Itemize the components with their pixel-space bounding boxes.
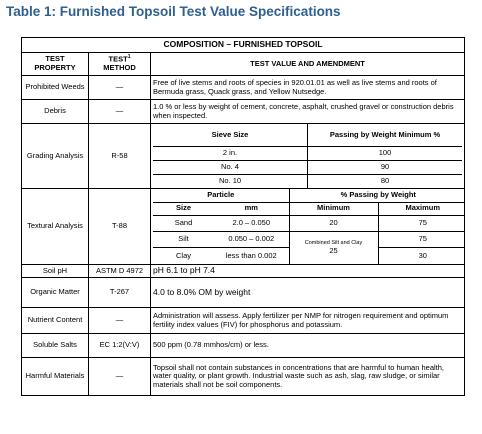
grading-property: Grading Analysis [22,124,89,189]
nutrient-method: — [89,308,151,334]
harmful-property: Harmful Materials [22,358,89,396]
sieve-size-header: Sieve Size [153,124,308,146]
harmful-value: Topsoil shall not contain substances in concentrations that are harmful to human health, water quality, or plant growth. Industrial waste such as ash, slag, raw sludge, or similar materials shall not be soil components. [151,358,465,396]
header-test-method [89,53,151,76]
header-method-line2: METHOD [103,63,136,73]
debris-method: — [89,100,151,124]
size-header: Size [153,202,214,215]
table-row [22,265,465,278]
footnote-marker: 1 [127,54,131,61]
header-test-value: TEST VALUE AND AMENDMENT [151,53,465,76]
grading-subtable [153,124,462,188]
mm-header: mm [214,202,289,215]
debris-property: Debris [22,100,89,124]
grading-method: R-58 [89,124,151,189]
minimum-header: Minimum [289,202,378,215]
sand-minimum: 20 [289,215,378,231]
debris-value: 1.0 % or less by weight of cement, concrete, asphalt, crushed gravel or construction debris when inspected. [151,100,465,124]
textural-method: T-88 [89,189,151,265]
ph-value: pH 6.1 to pH 7.4 [151,265,465,278]
clay-size: Clay [153,247,214,264]
textural-subtable-cell [151,189,465,265]
table-row [22,124,465,189]
weeds-method: — [89,76,151,100]
weeds-value: Free of live stems and roots of species in 920.01.01 as well as live stems and roots of Bermuda grass, Quack grass, and Yellow Nutsedge. [151,76,465,100]
table-row [22,76,465,100]
document-title: Table 1: Furnished Topsoil Test Value Specifications [6,4,341,19]
header-test-property: TEST PROPERTY [22,53,89,76]
clay-mm: less than 0.002 [214,247,289,264]
nutrient-property: Nutrient Content [22,308,89,334]
clay-maximum: 30 [378,247,465,264]
nutrient-value: Administration will assess. Apply fertilizer per NMP for nitrogen requirement and optimum fertility index values (FIV) for phosphorus and potassium. [151,308,465,334]
textural-subtable [153,189,465,264]
silt-maximum: 75 [378,231,465,247]
spec-table [21,37,465,396]
sieve-passing: 80 [308,174,463,188]
organic-property: Organic Matter [22,278,89,308]
ph-method: ASTM D 4972 [89,265,151,278]
salts-method: EC 1:2(V:V) [89,334,151,358]
sieve-passing: 90 [308,160,463,174]
table-row [22,100,465,124]
table-row [22,358,465,396]
sand-maximum: 75 [378,215,465,231]
particle-header: Particle [153,189,289,202]
combined-silt-clay-note: Combined Silt and Clay [289,231,378,247]
sieve-size: No. 10 [153,174,308,188]
sieve-size: 2 in. [153,146,308,160]
table-row [22,189,465,265]
weeds-property: Prohibited Weeds [22,76,89,100]
silt-mm: 0.050 – 0.002 [228,233,275,243]
table-caption-row [22,38,465,53]
clay-minimum: 25 [289,247,378,264]
table-row [22,334,465,358]
ph-property: Soil pH [22,265,89,278]
sieve-size: No. 4 [153,160,308,174]
sand-mm: 2.0 – 0.050 [214,215,289,231]
organic-method: T-267 [89,278,151,308]
sand-size: Sand [153,215,214,231]
salts-value: 500 ppm (0.78 mmhos/cm) or less. [151,334,465,358]
silt-size: Silt [178,233,189,243]
header-row [22,53,465,76]
table-row [22,278,465,308]
harmful-method: — [89,358,151,396]
header-method-line1: TEST [108,54,128,64]
passing-header: Passing by Weight Minimum % [308,124,463,146]
sieve-passing: 100 [308,146,463,160]
salts-property: Soluble Salts [22,334,89,358]
table-row [22,308,465,334]
grading-subtable-cell [151,124,465,189]
organic-value: 4.0 to 8.0% OM by weight [151,278,465,308]
maximum-header: Maximum [378,202,465,215]
table-caption: COMPOSITION – FURNISHED TOPSOIL [22,38,465,53]
percent-passing-header: % Passing by Weight [289,189,465,202]
textural-property: Textural Analysis [22,189,89,265]
